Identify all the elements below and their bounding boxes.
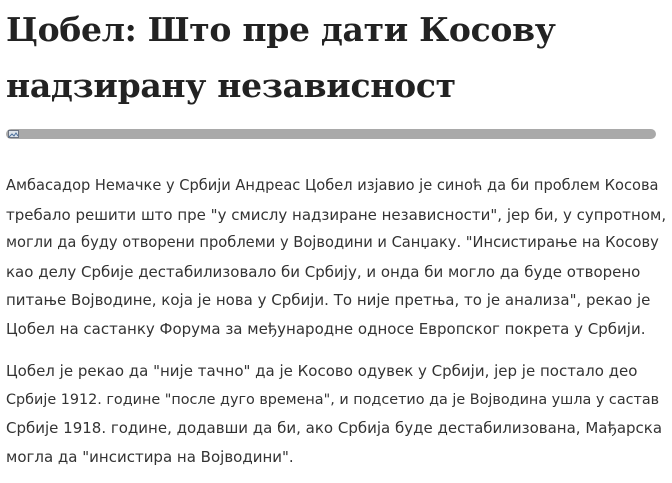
article-title-line: Цобел: Што пре дати Косову	[6, 10, 556, 49]
paragraph-line: могла да "инсистира на Војводини".	[6, 447, 294, 466]
article-body	[6, 172, 666, 471]
article-title	[6, 2, 666, 114]
image-placeholder-bar	[6, 129, 656, 139]
broken-image-icon	[8, 130, 19, 138]
article-title-line: надзирану независност	[6, 66, 456, 105]
paragraph-line: Амбасадор Немачке у Србији Андреас Цобел изјавио је синоћ да би проблем Косова	[6, 177, 659, 194]
paragraph-line: као делу Србије дестабилизовало би Србију, и онда би могло да буде отворено	[6, 262, 641, 281]
paragraph-line: питање Војводине, која је нова у Србији. То није претња, то је анализа", рекао је	[6, 291, 651, 309]
article-paragraph	[6, 172, 666, 343]
paragraph-line: Србије 1912. године "после дуго времена", и подсетио да је Војводина ушла у састав	[6, 391, 660, 408]
article-paragraph	[6, 357, 666, 471]
paragraph-line: Цобел на састанку Форума за међународне односе Европског покрета у Србији.	[6, 319, 646, 338]
paragraph-line: Србије 1918. године, додавши да би, ако Србија буде дестабилизована, Мађарска	[6, 419, 663, 437]
paragraph-line: могли да буду отворени проблеми у Војводини и Санџаку. "Инсистирање на Косову	[6, 234, 659, 251]
paragraph-line: требало решити што пре "у смислу надзиране независности", јер би, у супротном,	[6, 205, 667, 224]
paragraph-line: Цобел је рекао да "није тачно" да је Косово одувек у Србији, јер је постало део	[6, 362, 638, 380]
